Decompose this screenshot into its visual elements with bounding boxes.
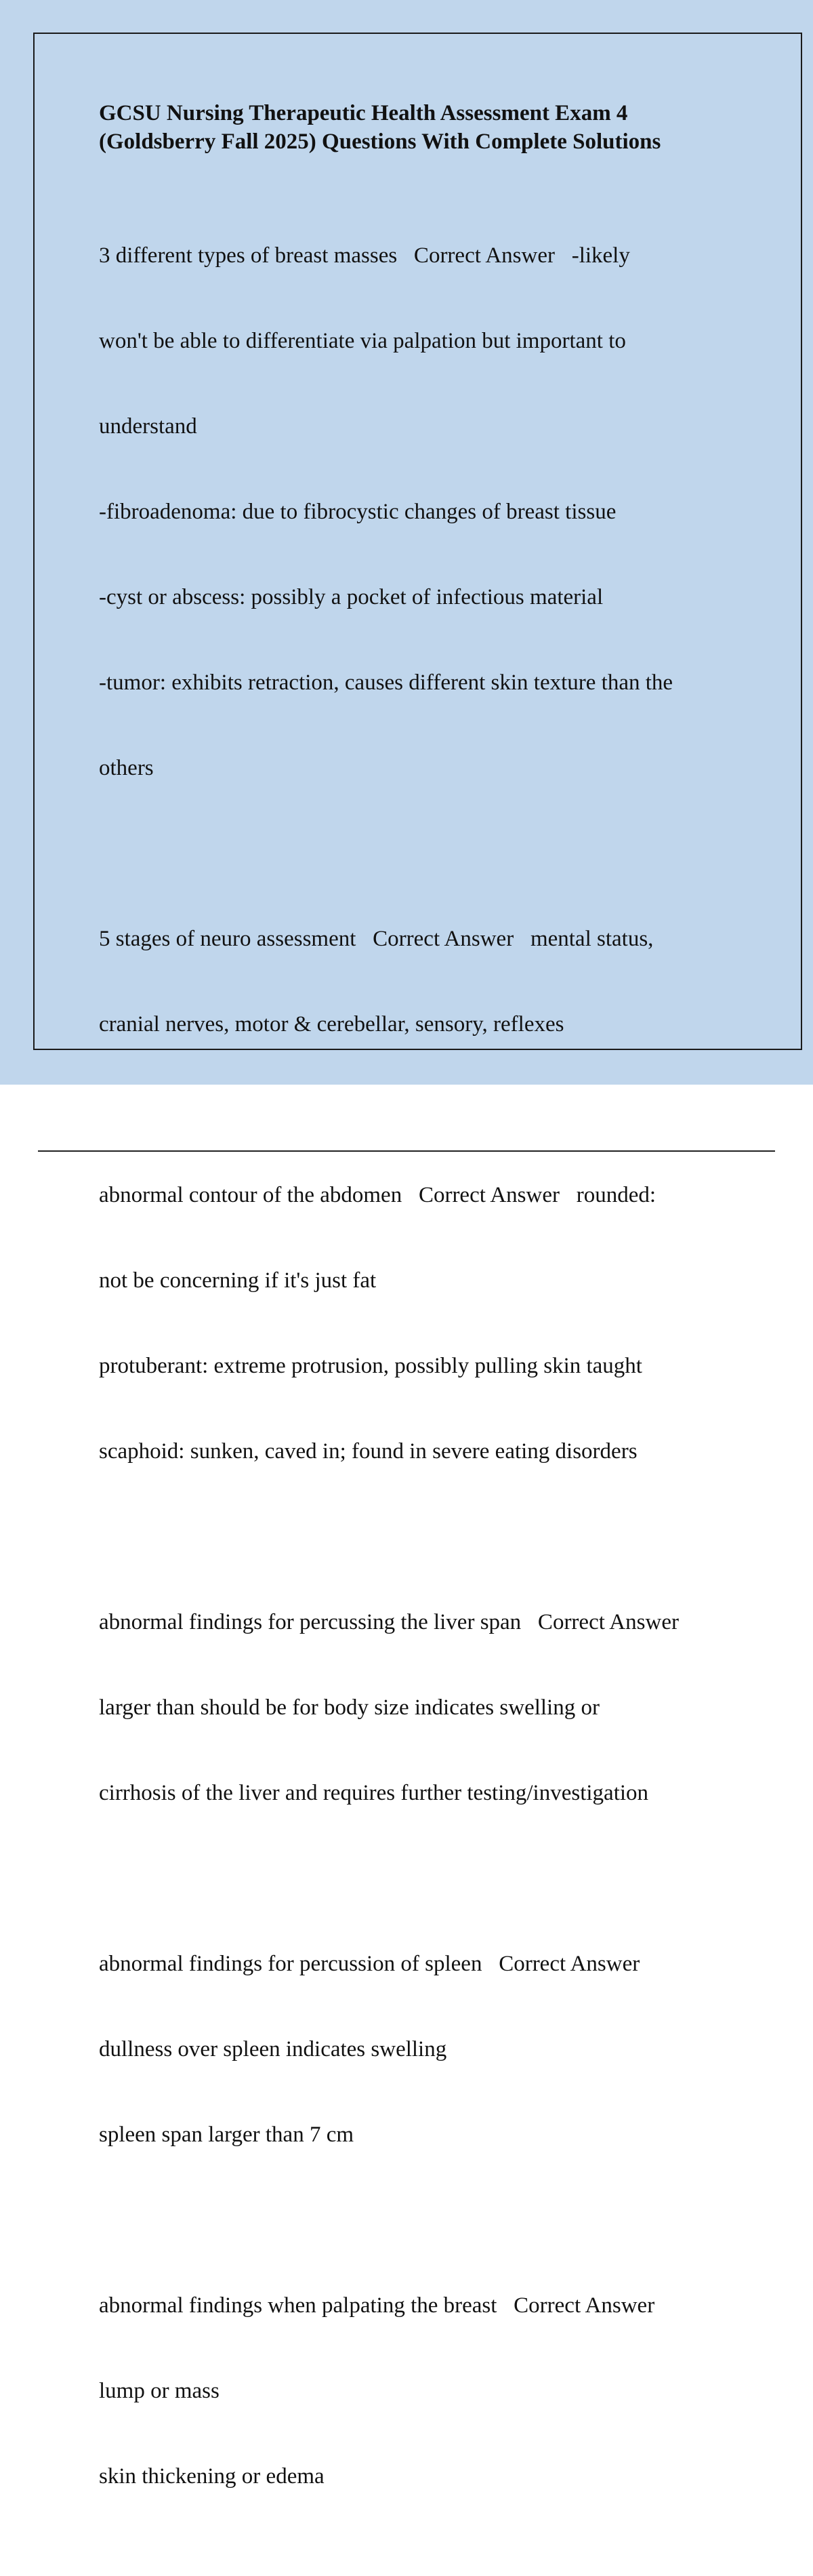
qa-line: abnormal contour of the abdomen Correct Answer rounded: (99, 1183, 656, 1207)
qa-entry-breast-masses (99, 184, 743, 839)
qa-line: lump or mass (99, 2379, 220, 2403)
qa-entry-neuro-assessment (99, 868, 743, 1095)
qa-line: others (99, 756, 154, 780)
qa-line: understand (99, 414, 197, 439)
document-content (99, 99, 743, 2576)
qa-line: abnormal findings when palpating the breast Correct Answer (99, 2293, 655, 2318)
qa-line: -fibroadenoma: due to fibrocystic changes of breast tissue (99, 500, 617, 524)
footer-divider (38, 1150, 775, 1152)
qa-line: 3 different types of breast masses Correct Answer -likely (99, 243, 630, 268)
qa-line: abnormal findings for percussing the liver span Correct Answer (99, 1610, 679, 1634)
qa-line: cirrhosis of the liver and requires further testing/investigation (99, 1781, 649, 1805)
title-line: GCSU Nursing Therapeutic Health Assessment Exam 4 (99, 101, 628, 125)
qa-entry-liver-span (99, 1551, 743, 1864)
qa-entry-breast-palpation (99, 2234, 743, 2548)
qa-line: cranial nerves, motor & cerebellar, sensory, reflexes (99, 1012, 564, 1037)
qa-line: larger than should be for body size indicates swelling or (99, 1695, 600, 1720)
qa-line: dullness over spleen indicates swelling (99, 2037, 447, 2061)
qa-line: -tumor: exhibits retraction, causes different skin texture than the (99, 670, 673, 695)
qa-line: 5 stages of neuro assessment Correct Answer mental status, (99, 927, 654, 951)
title-line: (Goldsberry Fall 2025) Questions With Complete Solutions (99, 129, 661, 154)
qa-line: scaphoid: sunken, caved in; found in severe eating disorders (99, 1439, 638, 1464)
qa-line: skin thickening or edema (99, 2464, 325, 2489)
qa-entry-spleen-percussion (99, 1893, 743, 2206)
qa-line: protuberant: extreme protrusion, possibly pulling skin taught (99, 1354, 642, 1378)
qa-line: spleen span larger than 7 cm (99, 2122, 354, 2147)
qa-line: -cyst or abscess: possibly a pocket of infectious material (99, 585, 604, 609)
qa-line: abnormal findings for percussion of spleen Correct Answer (99, 1952, 640, 1976)
document-title (99, 99, 743, 156)
qa-entry-abdomen-contour (99, 1124, 743, 1523)
qa-line: not be concerning if it's just fat (99, 1268, 377, 1293)
qa-line: won't be able to differentiate via palpation but important to (99, 329, 626, 353)
